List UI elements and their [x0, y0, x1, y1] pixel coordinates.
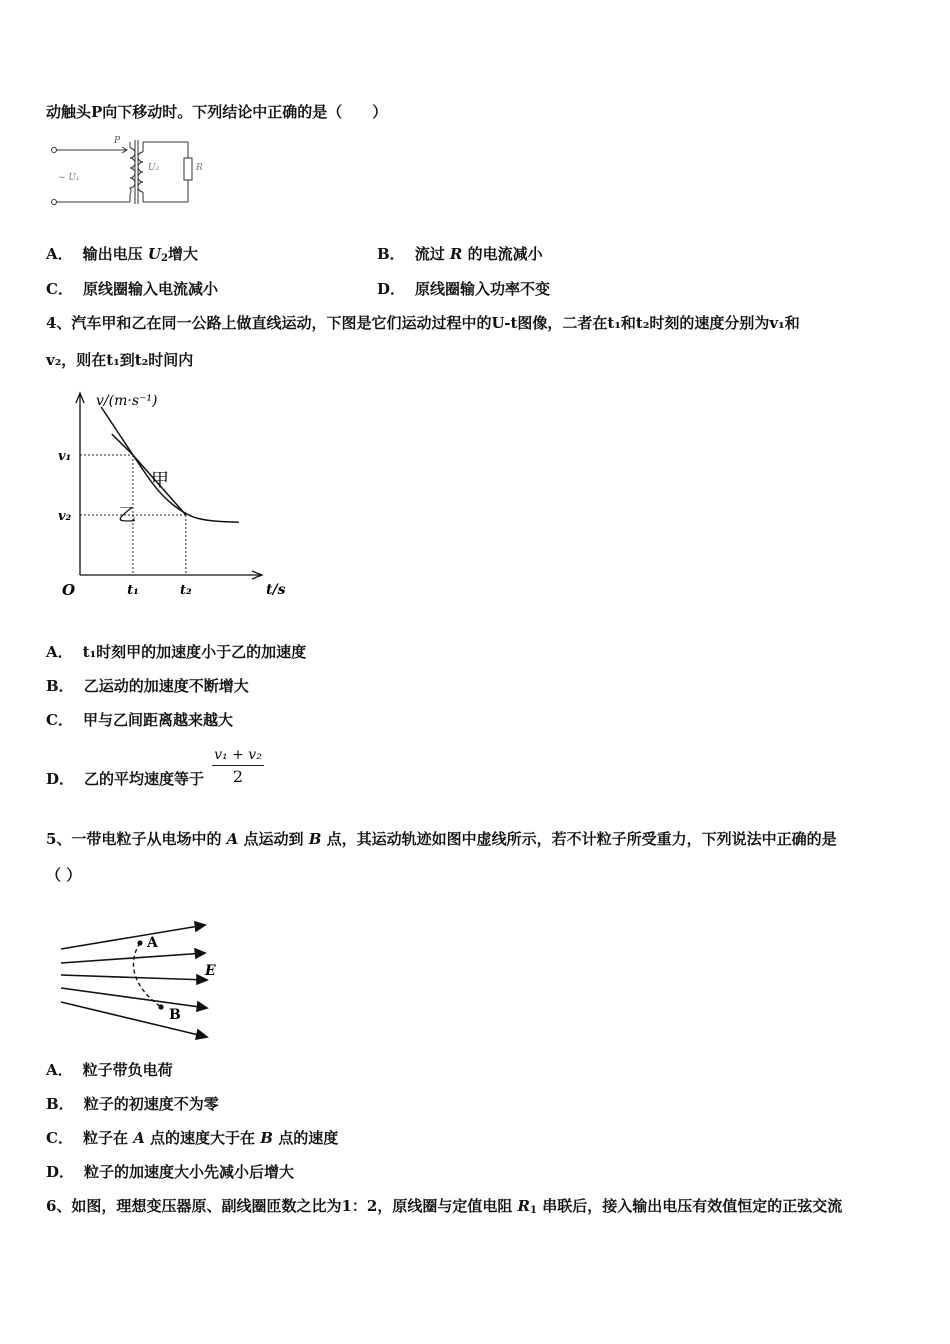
option-text: 粒子的初速度不为零 [83, 1095, 219, 1113]
q4-option-b [46, 676, 249, 696]
chart-xtick-t2: t₂ [180, 583, 192, 598]
electric-field-figure [55, 905, 230, 1040]
chart-ylabel: v/(m·s⁻¹) [96, 393, 158, 409]
field-arrow-icon [195, 922, 205, 931]
option-label: A． [46, 643, 73, 661]
q5-option-d [46, 1162, 294, 1182]
option-text: 粒子的加速度大小先减小后增大 [84, 1163, 295, 1181]
option-text: 点的速度大于在 [144, 1129, 261, 1147]
q4-stem-line2: v₂，则在t₁到t₂时间内 [46, 351, 194, 369]
fig-label-u2: U₂ [148, 163, 160, 173]
option-text: 点的速度 [272, 1129, 339, 1147]
fig-label-e: E [205, 963, 216, 979]
field-arrow-icon [197, 1002, 207, 1011]
field-arrow-icon [195, 949, 205, 958]
q5-option-b [46, 1094, 219, 1114]
stem-text: 串联后，接入输出电压有效值恒定的正弦交流 [536, 1197, 843, 1215]
q4-option-a [46, 642, 306, 662]
option-text: 乙的平均速度等于 [84, 770, 205, 788]
stem-var: B [308, 830, 322, 848]
chart-ytick-v2: v₂ [58, 509, 72, 524]
q5-option-a [46, 1060, 173, 1080]
stem-text: 点，其运动轨迹如图中虚线所示，若不计粒子所受重力，下列说法中正确的是 [321, 830, 837, 848]
stem-text: 5、一带电粒子从电场中的 [46, 830, 227, 848]
transformer-figure [44, 130, 214, 212]
q6-stem [46, 1196, 842, 1221]
option-text: 粒子在 [82, 1129, 134, 1147]
slider-arrow-icon [114, 147, 127, 153]
field-line [61, 975, 207, 980]
chart-ytick-v1: v₁ [58, 449, 72, 464]
option-label: C． [46, 280, 73, 298]
option-label: D． [377, 280, 406, 298]
fig-label-r: R [196, 163, 203, 173]
field-line [61, 988, 207, 1008]
option-text: 原线圈输入电流减小 [82, 280, 218, 298]
option-sub: 2 [160, 253, 168, 264]
option-var: R [449, 245, 463, 263]
option-label: A． [46, 1061, 73, 1079]
option-label: D． [46, 770, 75, 788]
option-label: C． [46, 711, 73, 729]
q3-option-d [377, 279, 550, 299]
fig-label-a: A [147, 935, 158, 951]
point-b [158, 1004, 163, 1009]
option-text: 乙运动的加速度不断增大 [83, 677, 249, 695]
q5-option-c [46, 1128, 338, 1148]
option-label: B． [46, 1095, 74, 1113]
fig-label-u1: ~ U₁ [58, 173, 80, 183]
option-text: 流过 [414, 245, 450, 263]
q4-option-c [46, 710, 233, 730]
series-label-yi: 乙 [118, 505, 136, 526]
series-label-jia: 甲 [151, 470, 169, 491]
option-text: 的电流减小 [462, 245, 543, 263]
trajectory-path [133, 943, 161, 1007]
stem-text: 点运动到 [238, 830, 309, 848]
option-var: A [133, 1129, 145, 1147]
option-var: U [147, 245, 161, 263]
option-label: B． [46, 677, 74, 695]
option-text: 输出电压 [82, 245, 148, 263]
q3-option-b [377, 244, 543, 264]
stem-sub: 1 [530, 1205, 537, 1216]
point-a [137, 940, 142, 945]
q3-option-a [46, 244, 198, 269]
option-label: A． [46, 245, 73, 263]
fraction-v1-v2-over-2 [212, 746, 264, 787]
stem-var: R [517, 1197, 531, 1215]
fraction-numerator: v₁ + v₂ [214, 747, 262, 763]
chart-origin: O [62, 581, 76, 599]
option-text: 原线圈输入功率不变 [415, 280, 551, 298]
option-label: C． [46, 1129, 73, 1147]
option-text: 粒子带负电荷 [82, 1061, 173, 1079]
series-line-jia [112, 434, 186, 515]
field-line [61, 1002, 207, 1037]
field-line [61, 953, 205, 963]
field-line [61, 925, 205, 949]
option-label: B． [377, 245, 405, 263]
fig-label-p: P [114, 136, 121, 146]
q4-option-d [46, 769, 204, 789]
q3-stem: 动触头P向下移动时。下列结论中正确的是（ ） [46, 103, 388, 121]
q4-stem-line1: 4、汽车甲和乙在同一公路上做直线运动，下图是它们运动过程中的U-t图像，二者在t₁和t₂时刻的速度分别为v₁和 [46, 314, 800, 332]
option-label: D． [46, 1163, 75, 1181]
fraction-denominator: 2 [232, 767, 244, 786]
stem-var: A [226, 830, 239, 848]
fig-label-b: B [169, 1007, 181, 1023]
fraction-bar [212, 765, 264, 766]
q3-option-c [46, 279, 218, 299]
q5-stem-line2: （ ） [46, 866, 82, 884]
stem-text: 6、如图，理想变压器原、副线圈匝数之比为1：2，原线圈与定值电阻 [46, 1197, 518, 1215]
option-text: 增大 [167, 245, 198, 263]
vt-chart [50, 385, 300, 600]
chart-xlabel: t/s [266, 582, 286, 598]
q5-stem-line1 [46, 829, 837, 849]
option-text: t₁时刻甲的加速度小于乙的加速度 [82, 643, 307, 661]
field-arrow-icon [196, 1030, 207, 1039]
option-var: B [260, 1129, 273, 1147]
chart-xtick-t1: t₁ [127, 583, 139, 598]
option-text: 甲与乙间距离越来越大 [82, 711, 233, 729]
